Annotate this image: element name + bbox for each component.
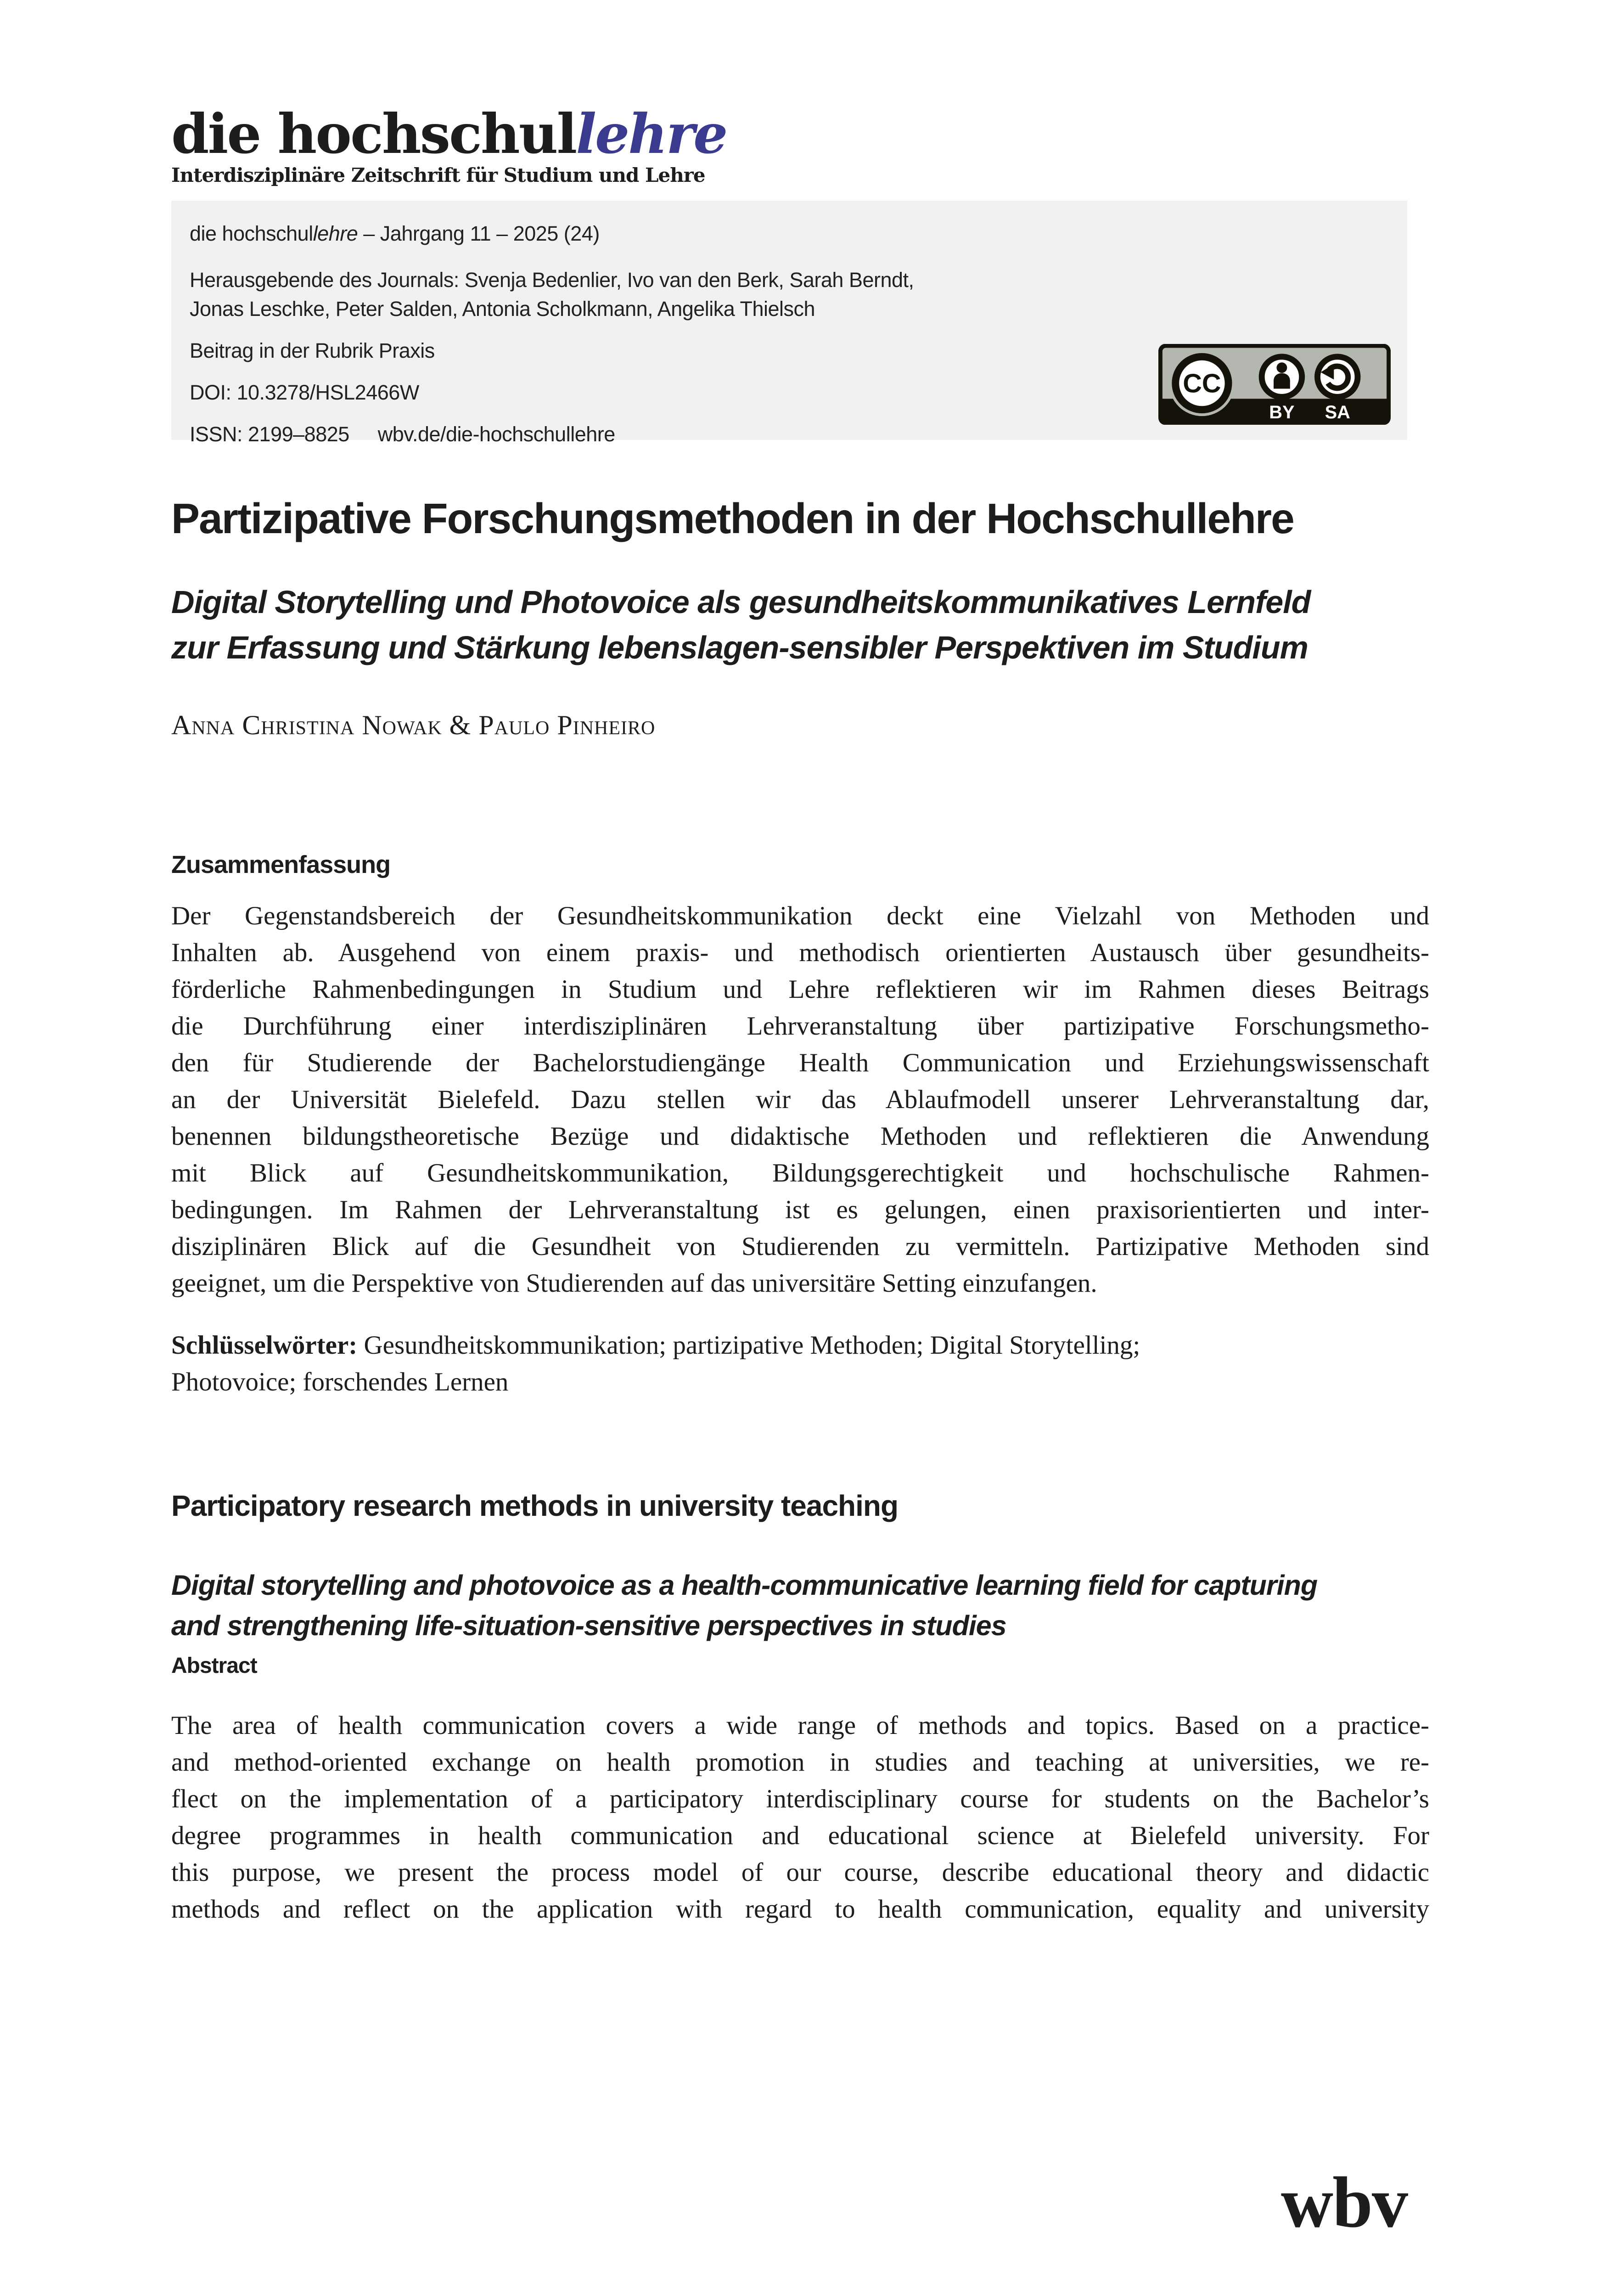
abstract-de-text: Der Gegenstandsbereich der Gesundheitskommunikation deckt eine Vielzahl von Methoden und Inhalten ab. Ausgehend von einem praxis- und methodisch orientierten Austausch über gesundheits- förderliche Rahmenbedingungen in Studium und Lehre reflektieren wir im Rahmen dieses Beitrags die Durchführung einer interdisziplinären Lehrveranstaltung über partizipative Forschungsmetho- den für Studierende der Bachelorstudiengänge Health Communication und Erziehungswissenschaft an der Universität Bielefeld. Dazu stellen wir das Ablaufmodell unserer Lehrveranstaltung dar, benennen bildungstheoretische Bezüge und didaktische Methoden und reflektieren die Anwendung mit Blick auf Gesundheitskommunikation, Bildungsgerechtigkeit und hochschulische Rahmen- bedingungen. Im Rahmen der Lehrveranstaltung ist es gelungen, einen praxisorientierten und inter- disziplinären Blick auf die Gesundheit von Studierenden zu vermitteln. Partizipative Methoden sind geeignet, um die Perspektive von Studierenden auf das universitäre Setting einzufangen.: [171, 901, 1429, 1298]
keywords-block: [171, 1327, 1429, 1401]
keywords-values-1: Gesundheitskommunikation; partizipative Methoden; Digital Storytelling;: [357, 1331, 1140, 1360]
journal-masthead: [171, 102, 727, 186]
keywords-line-1: [171, 1327, 1429, 1364]
doi-line: DOI: 10.3278/HSL2466W: [190, 381, 419, 404]
journal-logo-roman: die hochschul: [171, 102, 576, 166]
journal-issue-rest: – Jahrgang 11 – 2025 (24): [358, 222, 600, 245]
journal-url-link[interactable]: wbv.de/die-hochschullehre: [377, 422, 615, 446]
cc-icon: [1175, 357, 1228, 410]
wbv-publisher-logo: wbv: [1281, 2162, 1407, 2243]
journal-issue-roman: die hochschul: [190, 222, 313, 245]
journal-tagline: Interdisziplinäre Zeitschrift für Studium und Lehre: [171, 164, 705, 186]
svg-text:CC: CC: [1183, 369, 1221, 399]
by-label: BY: [1269, 402, 1295, 423]
article-title-en: Participatory research methods in university teaching: [171, 1489, 899, 1522]
journal-logo-accent: lehre: [576, 102, 727, 166]
attribution-person-icon: [1262, 357, 1302, 397]
abstract-de-heading: Zusammenfassung: [171, 851, 391, 878]
cc-by-sa-badge-graphic: [1158, 344, 1391, 425]
abstract-en-heading: Abstract: [171, 1654, 257, 1678]
issn-value: ISSN: 2199–8825: [190, 422, 349, 446]
journal-issue-line: [190, 219, 1407, 248]
journal-issue-italic: lehre: [313, 222, 358, 245]
article-subtitle-en: Digital storytelling and photovoice as a health-communicative learning field for capturing and strengthening life-situation-sensitive perspectives in studies: [171, 1570, 1318, 1641]
keywords-line-2: Photovoice; forschendes Lernen: [171, 1367, 509, 1396]
cc-by-sa-license-badge[interactable]: [1158, 344, 1391, 425]
editors-line-2: Jonas Leschke, Peter Salden, Antonia Scholkmann, Angelika Thielsch: [190, 297, 815, 321]
share-alike-arrow-icon: [1317, 357, 1358, 397]
sa-label: SA: [1325, 402, 1350, 423]
article-title-de: Partizipative Forschungsmethoden in der Hochschullehre: [171, 495, 1294, 542]
editors-line-1: Herausgebende des Journals: Svenja Bedenlier, Ivo van den Berk, Sarah Berndt,: [190, 268, 914, 292]
editors-block: [190, 265, 1407, 323]
article-subtitle-de: Digital Storytelling und Photovoice als gesundheitskommunikatives Lernfeld zur Erfassung und Stärkung lebenslagen-sensibler Perspektiven im Studium: [171, 584, 1311, 665]
abstract-en-text: The area of health communication covers a wide range of methods and topics. Based on a practice- and method-oriented exchange on health promotion in studies and teaching at universities, we re- flect on the implementation of a participatory interdisciplinary course for students on the Bachelor’s degree programmes in health communication and educational science at Bielefeld university. For this purpose, we present the process model of our course, describe educational theory and didactic methods and reflect on the application with regard to health communication, equality and university: [171, 1711, 1429, 1924]
journal-logo: [171, 102, 727, 166]
authors-line: Anna Christina Nowak & Paulo Pinheiro: [171, 710, 656, 740]
keywords-label: Schlüsselwörter:: [171, 1331, 358, 1360]
publication-info-box: [171, 201, 1407, 446]
rubric-line: Beitrag in der Rubrik Praxis: [190, 339, 435, 362]
